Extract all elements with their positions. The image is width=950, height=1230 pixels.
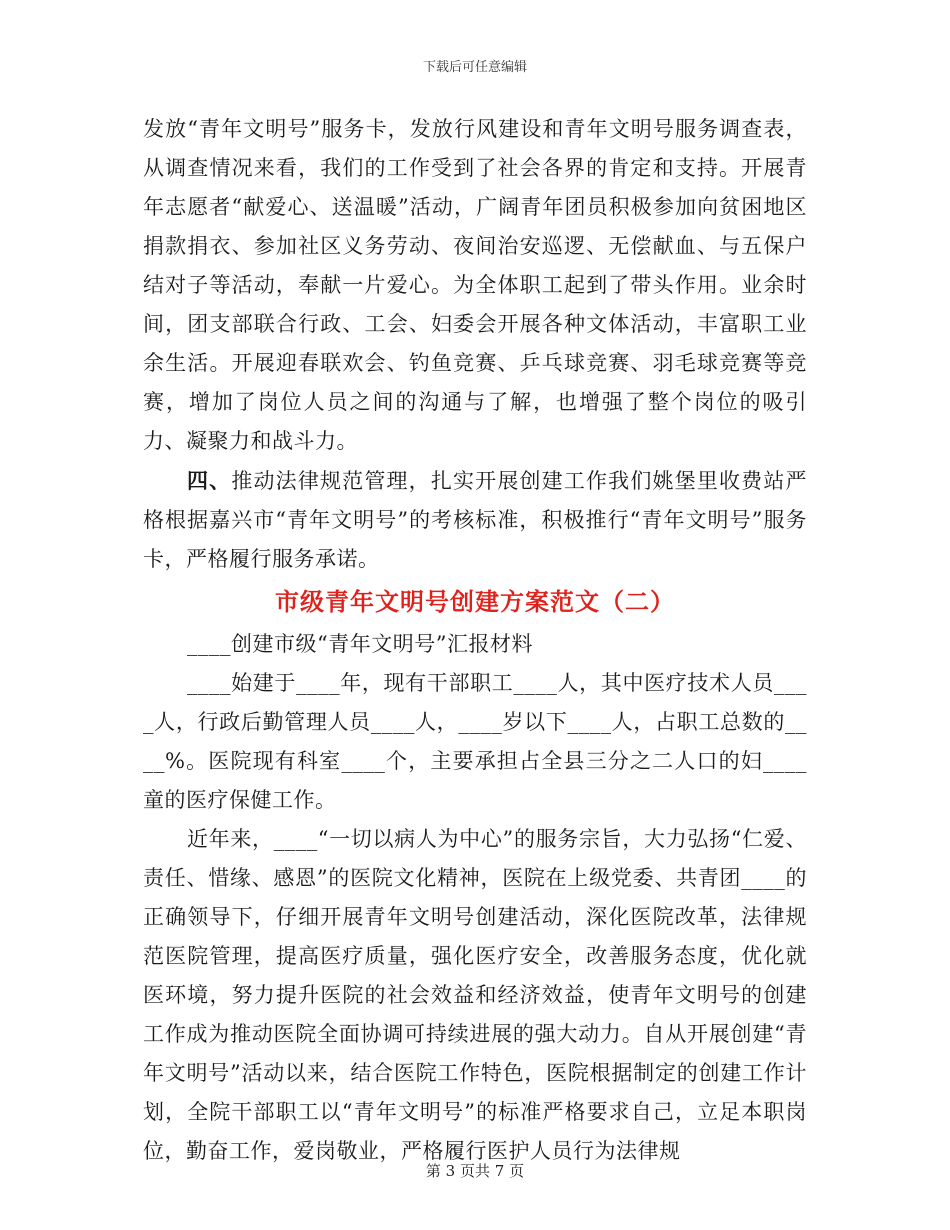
paragraph-hospital-overview: ____始建于____年，现有干部职工____人，其中医疗技术人员____人，行政后勤管理人员____人，____岁以下____人，占职工总数的____%。医院现有科室____个，主要承担占全县三分之二人口的妇____童的医疗保健工作。 [143, 671, 807, 812]
document-body [143, 110, 807, 1171]
report-subtitle: ____创建市级“青年文明号”汇报材料 [187, 632, 533, 656]
paragraph-recent-years: 近年来，____“一切以病人为中心”的服务宗旨，大力弘扬“仁爱、责任、惜缘、感恩”的医院文化精神，医院在上级党委、共青团____的正确领导下，仔细开展青年文明号创建活动，深化医院改革，法律规范医院管理，提高医疗质量，强化医疗安全，改善服务态度，优化就医环境，努力提升医院的社会效益和经济效益，使青年文明号的创建工作成为推动医院全面协调可持续进展的强大动力。自从开展创建“青年文明号”活动以来，结合医院工作特色，医院根据制定的创建工作计划，全院干部职工以“青年文明号”的标准严格要求自己，立足本职岗位，勤奋工作，爱岗敬业，严格履行医护人员行为法律规 [143, 827, 807, 1163]
header-note: 下载后可任意编辑 [422, 60, 527, 75]
paragraph-section-four [143, 461, 807, 579]
paragraph-continuation: 发放“青年文明号”服务卡，发放行风建设和青年文明号服务调查表，从调查情况来看，我们的工作受到了社会各界的肯定和支持。开展青年志愿者“献爱心、送温暖”活动，广阔青年团员积极参加向贫困地区捐款捐衣、参加社区义务劳动、夜间治安巡逻、无偿献血、与五保户结对子等活动，奉献一片爱心。为全体职工起到了带头作用。业余时间，团支部联合行政、工会、妇委会开展各种文体活动，丰富职工业余生活。开展迎春联欢会、钓鱼竞赛、乒乓球竞赛、羽毛球竞赛等竞赛，增加了岗位人员之间的沟通与了解，也增强了整个岗位的吸引力、凝聚力和战斗力。 [143, 117, 807, 453]
section-four-text: 推动法律规范管理，扎实开展创建工作我们姚堡里收费站严格根据嘉兴市“青年文明号”的考核标准，积极推行“青年文明号”服务卡，严格履行服务承诺。 [143, 469, 808, 571]
section-number: 四、 [187, 468, 232, 493]
page-number: 第 3 页共 7 页 [425, 1162, 525, 1180]
section-title: 市级青年文明号创建方案范文（二） [275, 588, 675, 616]
